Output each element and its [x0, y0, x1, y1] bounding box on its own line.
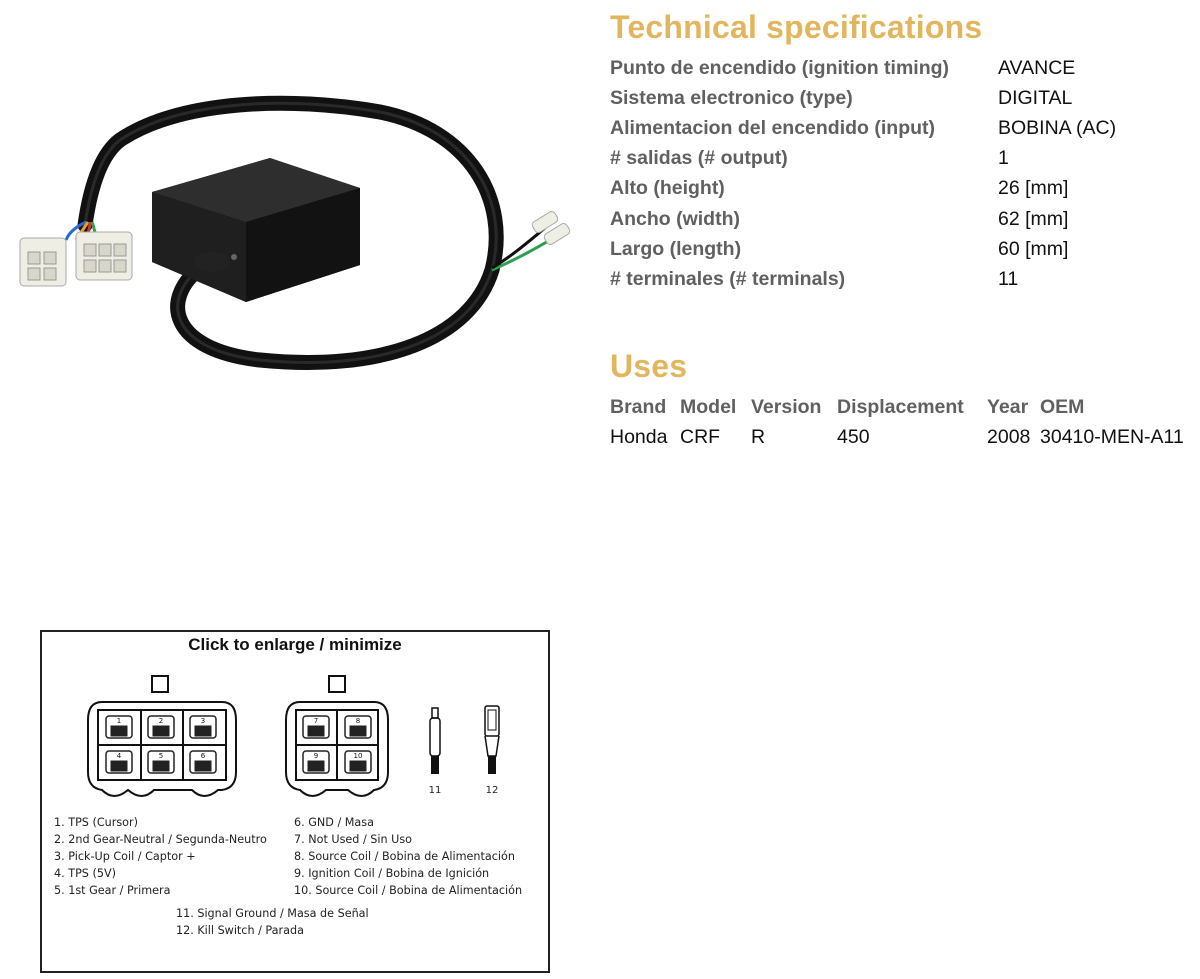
legend-right [294, 814, 522, 899]
connector-small-photo [20, 238, 66, 286]
spec-row [610, 234, 1116, 264]
uses-heading: Uses [610, 348, 688, 384]
spade-terminals-photo [531, 210, 571, 246]
legend-item: 6. GND / Masa [294, 816, 374, 829]
connector-six-pin-photo [76, 232, 132, 280]
spec-value: DIGITAL [998, 86, 1073, 109]
col-brand: Brand [610, 395, 667, 418]
spec-label: Alimentacion del encendido (input) [610, 116, 936, 139]
spec-label: Alto (height) [610, 177, 725, 200]
legend-item: 7. Not Used / Sin Uso [294, 833, 412, 846]
spec-value: BOBINA (AC) [998, 116, 1117, 139]
wiring-diagram[interactable] [40, 630, 550, 973]
spec-label: Ancho (width) [610, 207, 740, 230]
legend-item: 12. Kill Switch / Parada [176, 924, 304, 937]
pin-9-label: 9 [313, 752, 319, 760]
diagram-toggle-title[interactable]: Click to enlarge / minimize [188, 635, 402, 654]
pin-5-label: 5 [158, 752, 164, 760]
spec-label: # terminales (# terminals) [610, 267, 846, 290]
spec-value: AVANCE [998, 56, 1076, 79]
spec-label: # salidas (# output) [610, 147, 788, 170]
spec-value: 26 [mm] [998, 177, 1069, 200]
terminal-12-label: 12 [485, 785, 499, 796]
cell-displacement: 450 [837, 425, 870, 448]
connector-diagram [42, 662, 548, 812]
table-row [610, 422, 1184, 452]
legend-item: 11. Signal Ground / Masa de Señal [176, 907, 369, 920]
uses-header-row [610, 392, 1184, 422]
cell-year: 2008 [987, 425, 1031, 448]
pin-1-label: 1 [116, 717, 122, 725]
legend-item: 3. Pick-Up Coil / Captor + [54, 850, 196, 863]
spec-row [610, 264, 1116, 294]
spec-row [610, 174, 1116, 204]
legend-item: 9. Ignition Coil / Bobina de Ignición [294, 867, 490, 880]
spec-row [610, 83, 1116, 113]
pin-7-label: 7 [313, 717, 319, 725]
terminal-11 [430, 708, 440, 774]
spec-row [610, 53, 1116, 83]
uses-table [610, 392, 1184, 452]
specs-heading: Technical specifications [610, 9, 983, 45]
cell-brand: Honda [610, 425, 668, 448]
col-oem: OEM [1040, 395, 1085, 418]
legend-item: 2. 2nd Gear-Neutral / Segunda-Neutro [54, 833, 267, 846]
col-version: Version [751, 395, 822, 418]
cell-model: CRF [680, 425, 721, 448]
spec-label: Largo (length) [610, 237, 742, 260]
spec-label: Punto de encendido (ignition timing) [610, 56, 950, 79]
connector-four-pin [286, 676, 388, 796]
terminal-12 [485, 706, 499, 774]
legend-item: 8. Source Coil / Bobina de Alimentación [294, 850, 515, 863]
spec-value: 62 [mm] [998, 207, 1069, 230]
spec-row [610, 144, 1116, 174]
legend-left [54, 814, 267, 899]
pin-3-label: 3 [200, 717, 206, 725]
col-displacement: Displacement [837, 395, 964, 418]
legend-item: 4. TPS (5V) [54, 867, 116, 880]
pin-10-label: 10 [353, 752, 363, 760]
legend-item: 1. TPS (Cursor) [54, 816, 138, 829]
col-year: Year [987, 395, 1029, 418]
spec-row [610, 113, 1116, 143]
terminal-11-label: 11 [428, 785, 442, 796]
specs-table [610, 53, 1116, 295]
cell-oem: 30410-MEN-A11 [1040, 425, 1184, 448]
legend-item: 5. 1st Gear / Primera [54, 884, 171, 897]
product-image [0, 0, 600, 400]
legend-item: 10. Source Coil / Bobina de Alimentación [294, 884, 523, 897]
pin-2-label: 2 [158, 717, 164, 725]
pin-6-label: 6 [200, 752, 206, 760]
legend-bottom [176, 905, 369, 939]
pin-8-label: 8 [355, 717, 361, 725]
spec-value: 11 [998, 267, 1019, 290]
spec-label: Sistema electronico (type) [610, 86, 853, 109]
cdi-module-illustration [20, 103, 571, 362]
pin-4-label: 4 [116, 752, 122, 760]
cell-version: R [751, 425, 766, 448]
col-model: Model [680, 395, 737, 418]
spec-row [610, 204, 1116, 234]
spec-value: 1 [998, 147, 1009, 170]
spec-value: 60 [mm] [998, 237, 1069, 260]
